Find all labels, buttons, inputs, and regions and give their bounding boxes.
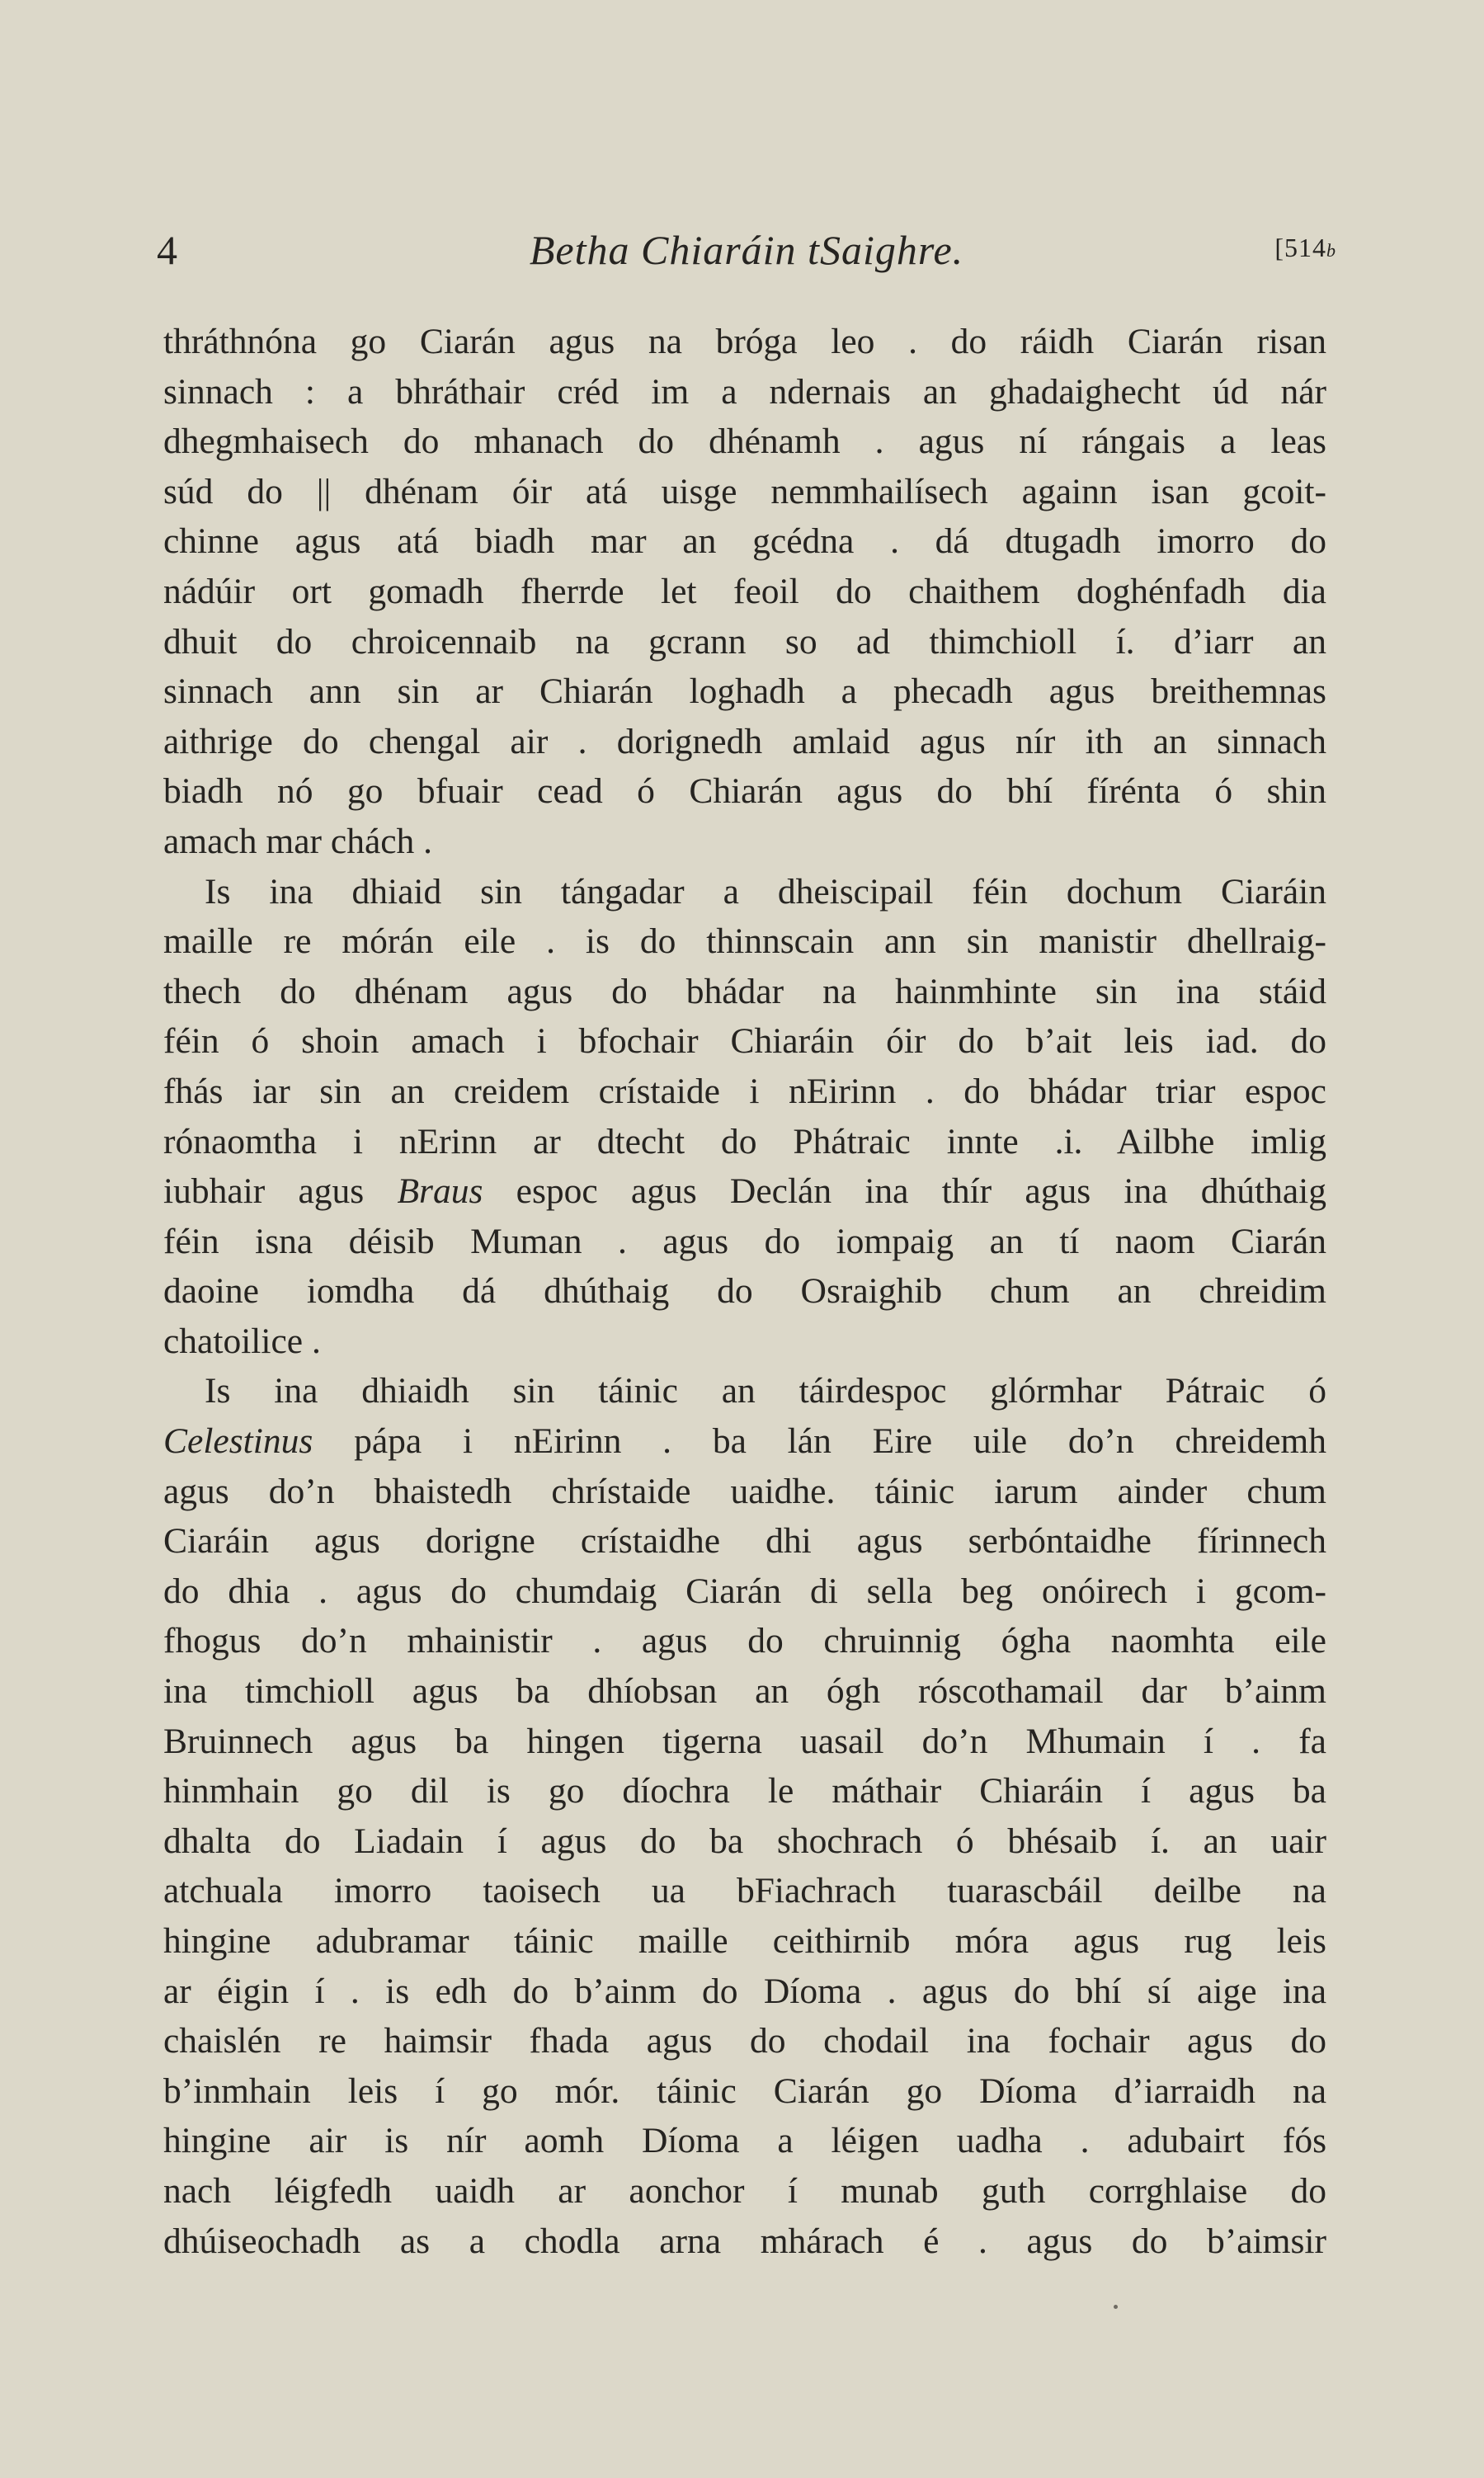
text-line: fhás iar sin an creidem crístaide i nEirinn . do bhádar triar espoc	[163, 1071, 1326, 1111]
text-line: Ciaráin agus dorigne crístaidhe dhi agus serbóntaidhe fírinnech	[163, 1521, 1326, 1562]
text-line: rónaomtha i nErinn ar dtecht do Phátraic innte .i. Ailbhe imlig	[163, 1121, 1326, 1161]
text-line: amach mar chách .	[163, 821, 433, 861]
text-run: iubhair agus	[163, 1171, 365, 1212]
text-line: dhúiseochadh as a chodla arna mhárach é . agus do b’aimsir	[163, 2221, 1326, 2261]
text-line: dhalta do Liadain í agus do ba shochrach ó bhésaib í. an uair	[163, 1821, 1326, 1861]
text-line: do dhia . agus do chumdaig Ciarán di sella beg onóirech i gcom-	[163, 1571, 1326, 1611]
text-line: aithrige do chengal air . dorignedh amlaid agus nír ith an sinnach	[163, 721, 1326, 761]
text-line: daoine iomdha dá dhúthaig do Osraighib chum an chreidim	[163, 1271, 1326, 1312]
text-run: pápa i nEirinn . ba lán Eire uile do’n chreidemh	[354, 1421, 1327, 1462]
folio-reference	[1274, 233, 1336, 263]
italic-name: Celestinus	[163, 1421, 313, 1462]
text-line: dhuit do chroicennaib na gcrann so ad thimchioll í. d’iarr an	[163, 621, 1326, 662]
text-line: maille re mórán eile . is do thinnscain ann sin manistir dhellraig-	[163, 921, 1326, 962]
text-run: espoc agus Declán ina thír agus ina dhúthaig	[516, 1171, 1326, 1212]
text-line: hingine air is nír aomh Díoma a léigen uadha . adubairt fós	[163, 2121, 1326, 2161]
text-line: thráthnóna go Ciarán agus na bróga leo . do ráidh Ciarán risan	[163, 322, 1326, 361]
text-line: biadh nó go bfuair cead ó Chiarán agus do bhí fírénta ó shin	[163, 771, 1326, 812]
text-line: ina timchioll agus ba dhíobsan an ógh róscothamail dar b’ainm	[163, 1671, 1326, 1712]
italic-name: Braus	[397, 1171, 483, 1212]
text-line: féin ó shoin amach i bfochair Chiaráin óir do b’ait leis iad. do	[163, 1021, 1326, 1062]
text-line: b’inmhain leis í go mór. táinic Ciarán go Díoma d’iarraidh na	[163, 2070, 1326, 2111]
text-line: thech do dhénam agus do bhádar na hainmhinte sin ina stáid	[163, 971, 1326, 1011]
text-line: nach léigfedh uaidh ar aonchor í munab guth corrghlaise do	[163, 2170, 1326, 2211]
text-line: féin isna déisib Muman . agus do iompaig an tí naom Ciarán	[163, 1221, 1326, 1261]
text-line: ar éigin í . is edh do b’ainm do Díoma . agus do bhí sí aige ina	[163, 1971, 1326, 2011]
text-line: sinnach ann sin ar Chiarán loghadh a phecadh agus breithemnas	[163, 671, 1326, 712]
text-line	[163, 1416, 1326, 1467]
text-line: chatoilice .	[163, 1321, 321, 1361]
text-line: nádúir ort gomadh fherrde let feoil do chaithem doghénfadh dia	[163, 571, 1326, 611]
text-line: sinnach : a bhráthair créd im a ndernais an ghadaighecht úd nár	[163, 371, 1326, 412]
text-line: chinne agus atá biadh mar an gcédna . dá dtugadh imorro do	[163, 521, 1326, 562]
print-speck	[1114, 2305, 1118, 2309]
text-line	[163, 1166, 1326, 1217]
text-line: chaislén re haimsir fhada agus do chodail ina fochair agus do	[163, 2021, 1326, 2061]
text-line: fhogus do’n mhainistir . agus do chruinnig ógha naomhta eile	[163, 1621, 1326, 1661]
text-line: atchuala imorro taoisech ua bFiachrach tuarascbáil deilbe na	[163, 1871, 1326, 1911]
text-line: hinmhain go dil is go díochra le máthair Chiaráin í agus ba	[163, 1771, 1326, 1811]
folio-suffix: b	[1326, 240, 1336, 261]
text-line: Is ina dhiaidh sin táinic an táirdespoc glórmhar Pátraic ó	[205, 1371, 1326, 1411]
text-line: Is ina dhiaid sin tángadar a dheiscipail féin dochum Ciaráin	[205, 871, 1326, 912]
text-line: dhegmhaisech do mhanach do dhénamh . agus ní rángais a leas	[163, 422, 1326, 462]
folio-number: [514	[1274, 233, 1326, 262]
running-title: Betha Chiaráin tSaighre.	[529, 227, 964, 273]
text-line: súd do || dhénam óir atá uisge nemmhailísech againn isan gcoit-	[163, 471, 1326, 511]
text-body	[163, 317, 1326, 2266]
text-line: agus do’n bhaistedh chrístaide uaidhe. táinic iarum ainder chum	[163, 1471, 1326, 1511]
text-line: hingine adubramar táinic maille ceithirnib móra agus rug leis	[163, 1921, 1326, 1961]
text-line: Bruinnech agus ba hingen tigerna uasail do’n Mhumain í . fa	[163, 1721, 1326, 1761]
running-header	[157, 226, 1336, 284]
page-number: 4	[157, 227, 177, 273]
